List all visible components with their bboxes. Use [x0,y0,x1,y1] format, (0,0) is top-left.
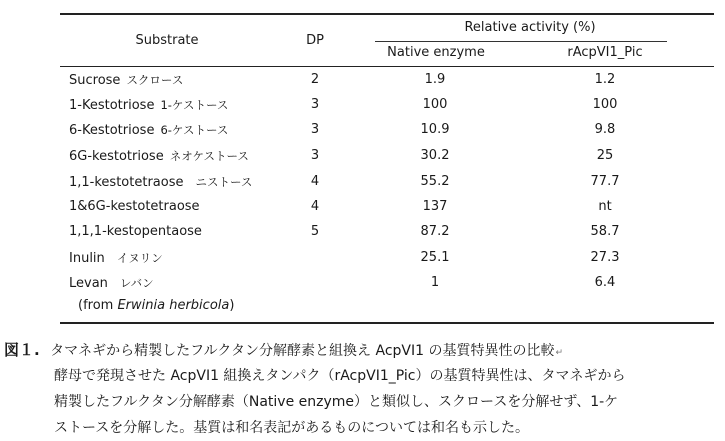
substrate-japanese: レバン [119,276,154,290]
levan-source [78,298,234,314]
substrate-japanese: ネオケストース [169,149,249,163]
levan-source-species: Erwinia herbicola [117,298,230,313]
levan-source-prefix: (from [78,298,118,313]
substrate-japanese: イヌリン [116,251,163,265]
dp-value: 4 [310,199,320,214]
native-enzyme-value: 100 [422,97,448,112]
rAcpVI1-pic-value: 1.2 [594,72,616,87]
native-enzyme-value: 25.1 [420,250,450,265]
rAcpVI1-pic-value: 77.7 [590,174,620,189]
substrate-name [69,97,228,114]
dp-value: 3 [310,122,320,137]
rAcpVI1-pic-value: 25 [596,148,614,163]
header-relative-activity: Relative activity (%) [464,20,596,35]
substrate-english: 1,1,1-kestopentaose [69,224,202,239]
substrate-japanese: 1-ケストース [160,98,229,112]
dp-value: 2 [310,72,320,87]
substrate-english: 1&6G-kestotetraose [69,199,200,214]
substrate-english: 6G-kestotriose [69,149,164,164]
substrate-english: Sucrose [69,73,121,88]
figure-caption-title [4,340,563,363]
caption-line-1: タマネギから精製したフルクタン分解酵素と組換え AcpVI1 の基質特異性の比較 [50,343,555,359]
dp-value: 3 [310,148,320,163]
substrate-japanese: スクロース [126,73,184,87]
figure-label: 図１. [4,341,40,359]
rAcpVI1-pic-value: 9.8 [594,122,616,137]
levan-source-suffix: ) [229,298,235,313]
header-substrate: Substrate [135,33,199,48]
native-enzyme-value: 1 [430,275,440,290]
native-enzyme-value: 137 [422,199,448,214]
rAcpVI1-pic-value: nt [598,199,612,214]
dp-value: 4 [310,174,320,189]
rAcpVI1-pic-value: 27.3 [590,250,620,265]
table-bottom-rule [60,322,714,324]
rAcpVI1-pic-value: 100 [592,97,618,112]
table-top-rule [60,13,714,15]
substrate-name [69,199,200,215]
relative-activity-underline [375,41,667,42]
native-enzyme-value: 87.2 [420,224,450,239]
return-mark-icon: ↵ [555,348,564,358]
header-dp: DP [306,33,324,48]
substrate-english: 6-Kestotriose [69,123,155,138]
rAcpVI1-pic-value: 6.4 [594,275,616,290]
caption-line-2: 酵母で発現させた AcpVI1 組換えタンパク（rAcpVI1_Pic）の基質特異性は、タマネギから [54,368,626,384]
substrate-name [69,275,154,292]
substrate-english: Levan [69,276,108,291]
substrate-name [69,174,252,191]
substrate-name [69,224,202,240]
dp-value: 3 [310,97,320,112]
native-enzyme-value: 55.2 [420,174,450,189]
caption-line-4: ストースを分解した。基質は和名表記があるものについては和名も示した。 [54,420,530,436]
substrate-english: 1-Kestotriose [69,98,155,113]
caption-line-3: 精製したフルクタン分解酵素（Native enzyme）と類似し、スクロースを分解せず、1-ケ [54,394,619,410]
native-enzyme-value: 1.9 [424,72,446,87]
substrate-japanese: ニストース [195,175,253,189]
substrate-english: Inulin [69,251,105,266]
header-rAcpVI1-pic: rAcpVI1_Pic [567,45,643,60]
substrate-japanese: 6-ケストース [160,123,229,137]
substrate-name [69,148,249,165]
substrate-name [69,122,228,139]
native-enzyme-value: 10.9 [420,122,450,137]
dp-value: 5 [310,224,320,239]
rAcpVI1-pic-value: 58.7 [590,224,620,239]
header-native-enzyme: Native enzyme [387,45,485,60]
table-header-rule [60,66,714,67]
substrate-english: 1,1-kestotetraose [69,175,184,190]
native-enzyme-value: 30.2 [420,148,450,163]
substrate-name [69,72,183,89]
substrate-name [69,250,163,267]
